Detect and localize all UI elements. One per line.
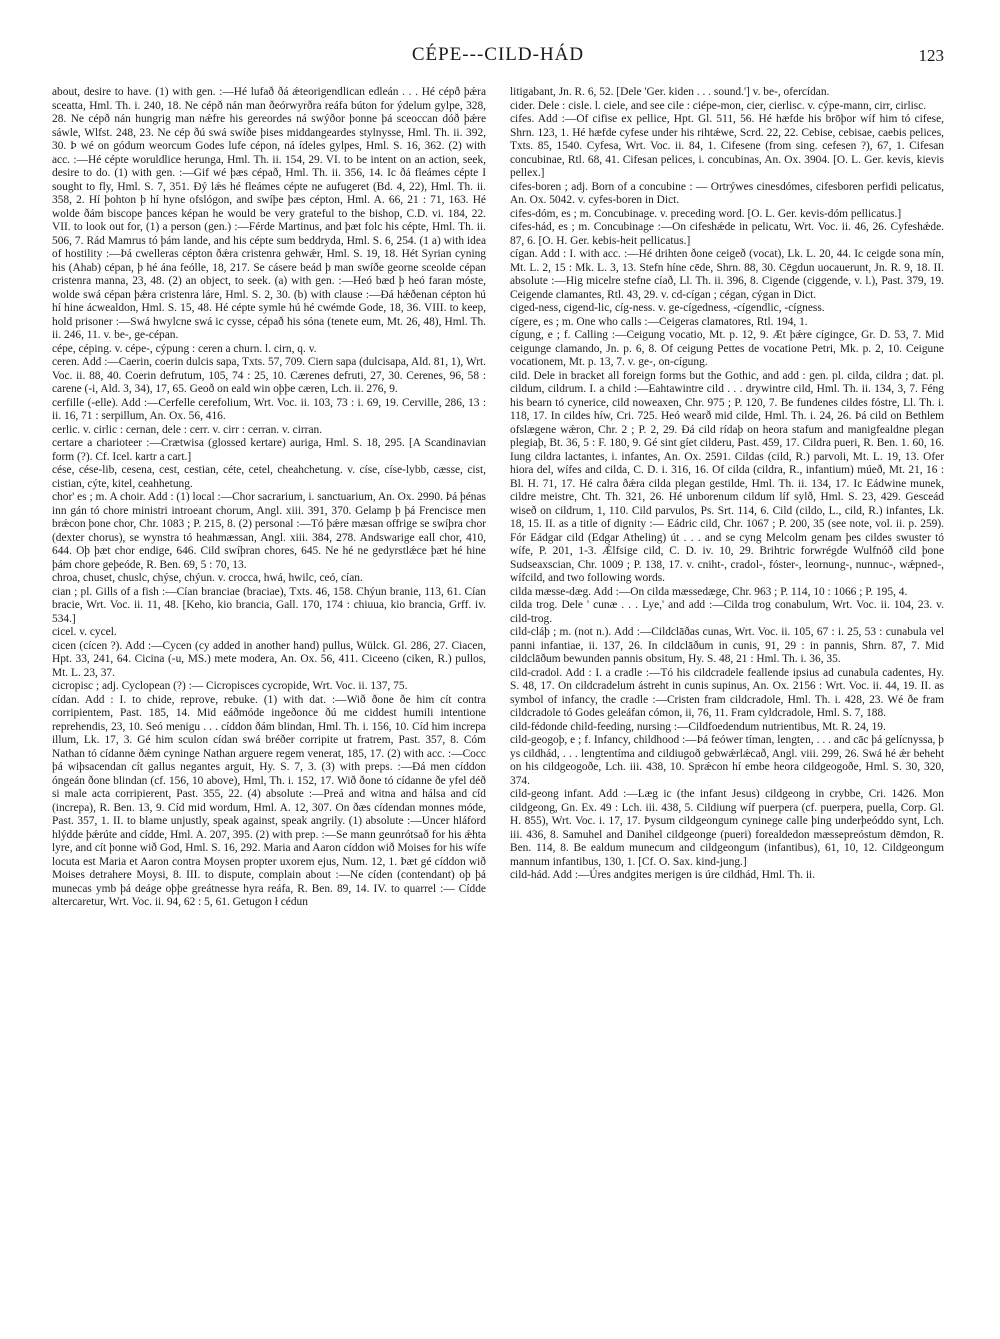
dictionary-entry: certare a charioteer :—Crætwisa (glossed kertare) auriga, Hml. S. 18, 295. [A Scandinavian form (?). Cf. Icel. kartr a cart.] xyxy=(52,437,486,463)
dictionary-entry: cifes-boren ; adj. Born of a concubine : — Ortrýwes cinesdómes, cifesboren perfidi pelicatus, An. Ox. 5042. v. cyfes-boren in Dict. xyxy=(510,180,944,206)
dictionary-entry: cild-geogoþ, e ; f. Infancy, childhood :—Þá feówer tíman, lengten, . . . and cāc þá gelícnyssa, þ ys cildhád, . . . lengtentíma and cildiugoð gebwǽrlǽcað, Angl. viii. 299, 26. Swá hé ǽr beheht on his cildgeogoðe, Lch. iii. 438, 10. Sprǽcon hí embe heora cildgeogoðe, Hml. S. 30, 320, 374. xyxy=(510,734,944,787)
dictionary-entry: cifes. Add :—Of cifise ex pellice, Hpt. Gl. 511, 56. Hé hæfde his brōþor wíf him tó cifese, Shrn. 123, 1. Hé hæfde cyfese under his rihtǽwe, Scrd. 22, 22. Cebise, cebisae, caebis pelices, Txts. 85, 1540. Cyfesa, Wrt. Voc. ii. 84, 1. Cifesene (from sing. cefesen ?), 67, 1. Cifesan concubinae, Rtl. 68, 41. Cifesan pelices, i. concubinas, An. Ox. 3904. [O. L. Ger. kevis, kievis pellex.] xyxy=(510,113,944,179)
dictionary-entry: ceren. Add :—Caerin, coerin dulcis sapa, Txts. 57, 709. Ciern sapa (dulcisapa, Ald. 81, 1), Wrt. Voc. ii. 88, 40. Coerin defrutum, 105, 74 : 25, 10. Cærenes defruti, 27, 30. Cerenes, 96, 58 : carene (-i, Ald. 3, 34), 17, 65. Geoð on eald win oþþe cæren, Lch. ii. 276, 9. xyxy=(52,356,486,395)
dictionary-entry: cild-cradol. Add : I. a cradle :—Tó his cildcradele feallende ipsius ad cunabula cadentes, Hy. S. 48, 17. On cildcradelum ástreht in cunis supinus, An. Ox. 2156 : Wrt. Voc. ii. 44, 19. II. as symbol of infancy, the cradle :—Cristen fram cildcradole, Hml. Th. i. 428, 23. Wé ðe fram cildcradole tó Godes geleáfan cómon, ii, 76, 11. Fram cyldcradole, Hml. S. 7, 188. xyxy=(510,666,944,719)
dictionary-entry: cídan. Add : I. to chide, reprove, rebuke. (1) with dat. :—Wið ðone ðe him cít contra corripientem, Past. 185, 14. Mid eáðmóde ingeðonce ðú me ciddest humili intentione reprehendis, 23, 10. Seó menigu . . . cíddon ðám blindan, Hml. Th. i. 156, 10. Cíd him increpa illum, Lk. 17, 3. Gé him sculon cídan swá bréðer corripite ut fratrem, Past. 357, 8. Cóm Nathan tó cídanne ðǽm cyninge Nathan arguere regem venerat, 185, 17. (2) with acc. :—Cocc þá wiþsacendan cít gallus negantes arguit, Hy. S. 7, 3. (3) with preps. :—Ðá men cíddon óngeán ðone blindan (cf. 156, 10 above), Hml, Th. i. 152, 17. Wið ðone tó cídanne ðe yfel déð si male acta corripierent, Past. 355, 22. (4) absolute :—Preá and witna and hálsa and cíd (increpa), R. Ben. 13, 9. Cíd mid wordum, Hml. A. 12, 307. On ðæs cídendan monnes móde, Past. 357, 1. II. to blame unjustly, speak against, speak angrily. (1) absolute :—Uncer hláford hlýdde þǽrúte and cídde, Hml. A. 207, 395. (2) with prep. :—Se mann geunrótsað for his ǽhta lyre, and cít þonne wið God, Hml. S. 16, 292. Maria and Aaron cíddon wið Moises for his wífe locuta est Maria et Aaron contra Moysen propter uxorem ejus, Num. 12, 1. Þæt gé cíddon wið Moises detrahere Moysi, 8. III. to dispute, complain about :—Ne cíden (contendant) oþ þá munecas ymb þá deáge oþþe greátnesse hyra reáfa, R. Ben. 89, 14. IV. to quarrel :— Cídde altercaretur, Wrt. Voc. ii. 94, 62 : 5, 61. Getugon ł cédun xyxy=(52,693,486,908)
dictionary-entry: cild-geong infant. Add :—Læg ic (the infant Jesus) cildgeong in crybbe, Cri. 1426. Mon cildgeong, Gn. Ex. 49 : Lch. iii. 438, 5. Cildiung wíf puerpera (cf. puerpera, puella, Corp. Gl. H. 855), Wrt. Voc. i. 17, 17. Þysum cildgeongum cyninege calle þing underþeóddo synt, Lch. iii. 436, 8. Samuhel and Danihel cildgeonge (pueri) forealdedon mæssepreóstum dēmdon, R. Ben. 114, 8. Be ealdum munecum and cildgeongum (infantibus), 61, 10, 12. Cildgeongum mannum infantibus, 130, 1. [Cf. O. Sax. kind-jung.] xyxy=(510,788,944,868)
dictionary-entry: cilda trog. Dele ' cunæ . . . Lye,' and add :—Cilda trog conabulum, Wrt. Voc. ii. 104, 23. v. cild-trog. xyxy=(510,599,944,625)
dictionary-entry: cild-cláþ ; m. (not n.). Add :—Cildclāðas cunas, Wrt. Voc. ii. 105, 67 : i. 25, 53 : cunabula vel panni infantiae, ii. 137, 26. In cildclāðum in cunis, 91, 29 : in pannis, Shrn. 87, 7. Mid cildclāðum bewunden pannis obsitum, Hy. S. 48, 21 : Hml. Th. i. 36, 35. xyxy=(510,626,944,665)
dictionary-entry: ciged-ness, cigend-lic, cíg-ness. v. ge-cígedness, -cígendlic, -cígness. xyxy=(510,302,825,314)
dictionary-entry: cígung, e ; f. Calling :—Ceigung vocatio, Mt. p. 12, 9. Æt þǽre cígingce, Gr. D. 53, 7. Mid ceigunge clamando, Jn. p. 6, 8. Of ceigung Pettes de vocatione Petri, Mk. p. 2, 10. Ceigune vocationem, Mt. p. 13, 7. v. ge-, on-cígung. xyxy=(510,329,944,368)
running-head: CÉPE---CILD-HÁD xyxy=(411,44,585,65)
dictionary-entry: cígere, es ; m. One who calls :—Ceigeras clamatores, Rtl. 194, 1. xyxy=(510,315,808,328)
text-columns xyxy=(52,86,944,1326)
dictionary-entry: cider. Dele : cisle. l. ciele, and see cile : ciépe-mon, cier, cierlisc. v. cýpe-mann, cirr, cirlisc. xyxy=(510,99,927,112)
dictionary-entry: cerfille (-elle). Add :—Cerfelle cerefolium, Wrt. Voc. ii. 103, 73 : i. 69, 19. Cerville, 286, 13 : ii. 16, 71 : serpillum, An. Ox. 56, 416. xyxy=(52,396,486,422)
dictionary-entry: litigabant, Jn. R. 6, 52. [Dele 'Ger. kiden . . . sound.'] v. be-, ofercídan. xyxy=(510,86,830,98)
dictionary-entry: cild-hád. Add :—Úres andgites merigen is úre cildhád, Hml. Th. ii. xyxy=(510,869,816,881)
dictionary-entry: cild-fédonde child-feeding, nursing :—Cildfoedendum nutrientibus, Mt. R. 24, 19. xyxy=(510,720,886,733)
dictionary-entry: cépe, céping. v. cépe-, cýpung : ceren a churn. l. cirn, q. v. xyxy=(52,342,317,355)
page-header xyxy=(52,44,944,72)
dictionary-entry: chor' es ; m. A choir. Add : (1) local :—Chor sacrarium, i. sanctuarium, An. Ox. 2990. Þá þénas inn gán tó chore ministri introeant chorum, Angl. xiii. 391, 370. Gelamp þ þá Frencisce men brǽcon þone chor, Chr. 1083 ; P. 215, 8. (2) personal :—Tó þǽre mæsan offrige se swíþra chor (dexter chorus), se wynstra tó heahmæssan, Angl. xiii. 384, 278. Andswarige eall chor, 410, 644. Oþ þæt chor endige, 646. Cild swíþran chores, 645. Ne hé ne gedyrstlǽce þæt hé hine þám chore geþeóde, R. Ben. 69, 5 : 70, 13. xyxy=(52,491,486,571)
dictionary-entry: cicen (cícen ?). Add :—Cycen (cy added in another hand) pullus, Wülck. Gl. 286, 27. Ciacen, Hpt. 33, 241, 64. Cicina (-u, MS.) mete modera, An. Ox. 56, 411. Ciceeno (ciken, R.) pullos, Mt. L. 23, 37. xyxy=(52,639,486,679)
dictionary-entry: cerlic. v. cirlic : cernan, dele : cerr. v. cirr : cerran. v. cirran. xyxy=(52,423,323,436)
dictionary-entry: cian ; pl. Gills of a fish :—Cían branciae (braciae), Txts. 46, 158. Chýun branie, 113, 61. Cían bracie, Wrt. Voc. ii. 11, 48. [Keho, kio brancia, Gall. 170, 174 : chiuua, kio brancia, Grff. iv. 534.] xyxy=(52,585,486,625)
dictionary-entry: cifes-dóm, es ; m. Concubinage. v. preceding word. [O. L. Ger. kevis-dóm pellicatus.] xyxy=(510,207,902,220)
dictionary-entry: cígan. Add : I. with acc. :—Hé drihten ðone ceigeð (vocat), Lk. L. 20, 44. Ic ceigde sona mín, Mt. L. 2, 15 : Mk. L. 3, 13. Stefn híne cēde, Shrn. 88, 30. Cēgdun uocauerunt, Jn. R. 9, 18. II. absolute :—Hig micelre stefne cíað, Ll. Th. ii. 396, 8. Cigende (ciggende, v. l.), Past. 379, 19. Ceigende clamantes, Rtl. 43, 29. v. cd-cígan ; cégan, cýgan in Dict. xyxy=(510,248,944,301)
dictionary-entry: cése, cése-lib, cesena, cest, cestian, céte, cetel, cheahchetung. v. císe, císe-lybb, cæsse, cist, cistian, cýte, kitel, ceahhetung. xyxy=(52,464,486,490)
dictionary-entry: about, desire to have. (1) with gen. :—Hé lufað ðá ǽteorigendlican edleán . . . Hé cépð þǽra sceatta, Hml. Th. i. 240, 18. Ne cépð nán man ðeórwyrðra reáfa búton for ýdelum gylpe, 328, 28. Ne cépð nán hungrig man nǽfre his gereordes ná swýðor þonne þá sceoccan dóð þǽre sáwle, Wlfst. 248, 23. Ne cép ðú swá swíðe þises middangeardes stylnysse, Hml. Th. ii. 392, 30. Þ wé on gódum weorcum Godes lufe cépon, ná ídeles gylpes, Hml. S. 16, 362. (2) with acc. :—Hé cépte woruldlice herunga, Hml. Th. ii. 154, 29. VI. to be intent on an action, seek, desire to do. (1) with gen. :—Gif wé þæs cépað, Hml. Th. ii. 356, 14. Ic ðá fleámes cépte I sought to fly, Hml. S. 7, 351. Ðý lǽs hé fleámes cépte ne aufugeret (Bd. 4, 22), Hml. Th. ii. 358, 2. Hí þohton þ hí hyne ofslógon, and swíþe þæs cépton, Hml. A. 66, 21 : 71, 163. Hé wolde ðám biscope þances képan he would be very grateful to the bishop, C.D. vi. 184, 22. VII. to look out for, (1) a person (gen.) :—Férde Martinus, and þæt folc his cépte, Hml. Th. ii. 506, 7. Rád Mamrus tó þám lande, and his cépte sum beddryda, Hml. S. 6, 254. (1 a) with idea of hostility :—Þá cwelleras cépton ðǽra cristenra gehwǽr, Hml. S. 19, 18. Hét Syrian cyning his (Ahab) cépan, þ hé ána feólle, 18, 217. Se cásere beád þ man swíðe georne sceolde cépan cristenra manna, 23, 48. (2) an object, to seek. (a) with gen. :—Heó bæd þ heó faran móste, wolde swá cépan þǽra cristenra láre, Hml. S. 2, 30. (b) with clause :—Ðá hǽðenan cépton hú hí hine ácwealdon, Hml. S. 15, 48. Hé cépte symle hú hé cwémde Gode, 18, 36. VIII. to keep, hold prisoner :—Swá hwylcne swá ic cysse, cépað his sóna (tenete eum, Mt. 26, 48), Hml. Th. ii. 246, 11. v. be-, ge-cépan. xyxy=(52,86,486,341)
right-column xyxy=(510,86,944,1326)
left-column xyxy=(52,86,486,1326)
dictionary-entry: chroa, chuset, chuslc, chýse, chýun. v. crocca, hwá, hwilc, ceó, cían. xyxy=(52,572,363,584)
dictionary-entry: cicel. v. cycel. xyxy=(52,626,117,638)
dictionary-entry: cifes-hád, es ; m. Concubinage :—On cifeshǽde in pelicatu, Wrt. Voc. ii. 46, 26. Cyfeshǽde. 87, 6. [O. H. Ger. kebis-heit pellicatus.] xyxy=(510,221,944,247)
page-number: 123 xyxy=(918,46,944,65)
dictionary-entry: cild. Dele in bracket all foreign forms but the Gothic, and add : gen. pl. cilda, cildra ; dat. pl. cildum, cildrum. I. a child :—Eahtawintre cild . . . drywintre cild, Hml. Th. ii. 134, 3, 7. Féng his bearn tó cynerice, cild noweaxen, Chr. 975 ; P. 120, 7. Be fundenes cildes fóstre, Ll. Th. i. 118, 17. In cildes híw, Cri. 725. Heó wearð mid cilde, Hml. Th. i. 24, 26. Þá cild on Bethlem ofslægene wǽron, Chr. 2 ; P. 2, 29. Ðá cild rídaþ on heora stafum and manigfealdne plegan plegiaþ, Bt. 36, 5 : F. 180, 9. Gé sint gíet cilderu, Past. 459, 17. Cildra pueri, R. Ben. 1. 60, 16. Iung cildra lactantes, i. infantes, An. Ox. 2591. Cildas (cild, R.) parvoli, Mt. L. 19, 13. Ofer hiora del, wífes and cilda, C. D. i. 316, 16. Of cilda (cildra, R., infantium) múeð, Mt. 21, 16 : Bl. H. 71, 17. Hé calra ðǽra cilda plegan gestilde, Hml. Th. ii. 134, 17. Ic Eádwine munek, cildre meistre, Cht. Th. 321, 26. Hé unborenum cildum líf sylð, Hml. S. 23, 429. Gesceád wiseð on cildrum, 1, 110. Cild parvulos, Ps. Srt. 114, 6. Cild (cildo, L., cild, R.) infantes, Lk. 18, 15. II. as a title of dignity :— Eádric cild, Chr. 1067 ; P. 200, 35 (see note, vol. ii. p. 259). Fór Eádgar cild (Edgar Atheling) út . . . and se cyng Melcolm genam þes cildes swuster tó wífe, P. 201, 1-3. Ǽlfsige cild, C. D. iv. 10, 29. Brihtric forwrégde Wulfnóð cild þone Sudseaxscian, Chr. 1009 ; P. 138, 17. v. cniht-, cradol-, fóster-, leornung-, nunnuc-, wǽpned-, wífcild, and two following words. xyxy=(510,369,944,584)
dictionary-entry: cicropisc ; adj. Cyclopean (?) :— Cicropisces cycropide, Wrt. Voc. ii. 137, 75. xyxy=(52,680,408,692)
dictionary-entry: cilda mæsse-dæg. Add :—On cilda mæssedæge, Chr. 963 ; P. 114, 10 : 1066 ; P. 195, 4. xyxy=(510,585,908,598)
